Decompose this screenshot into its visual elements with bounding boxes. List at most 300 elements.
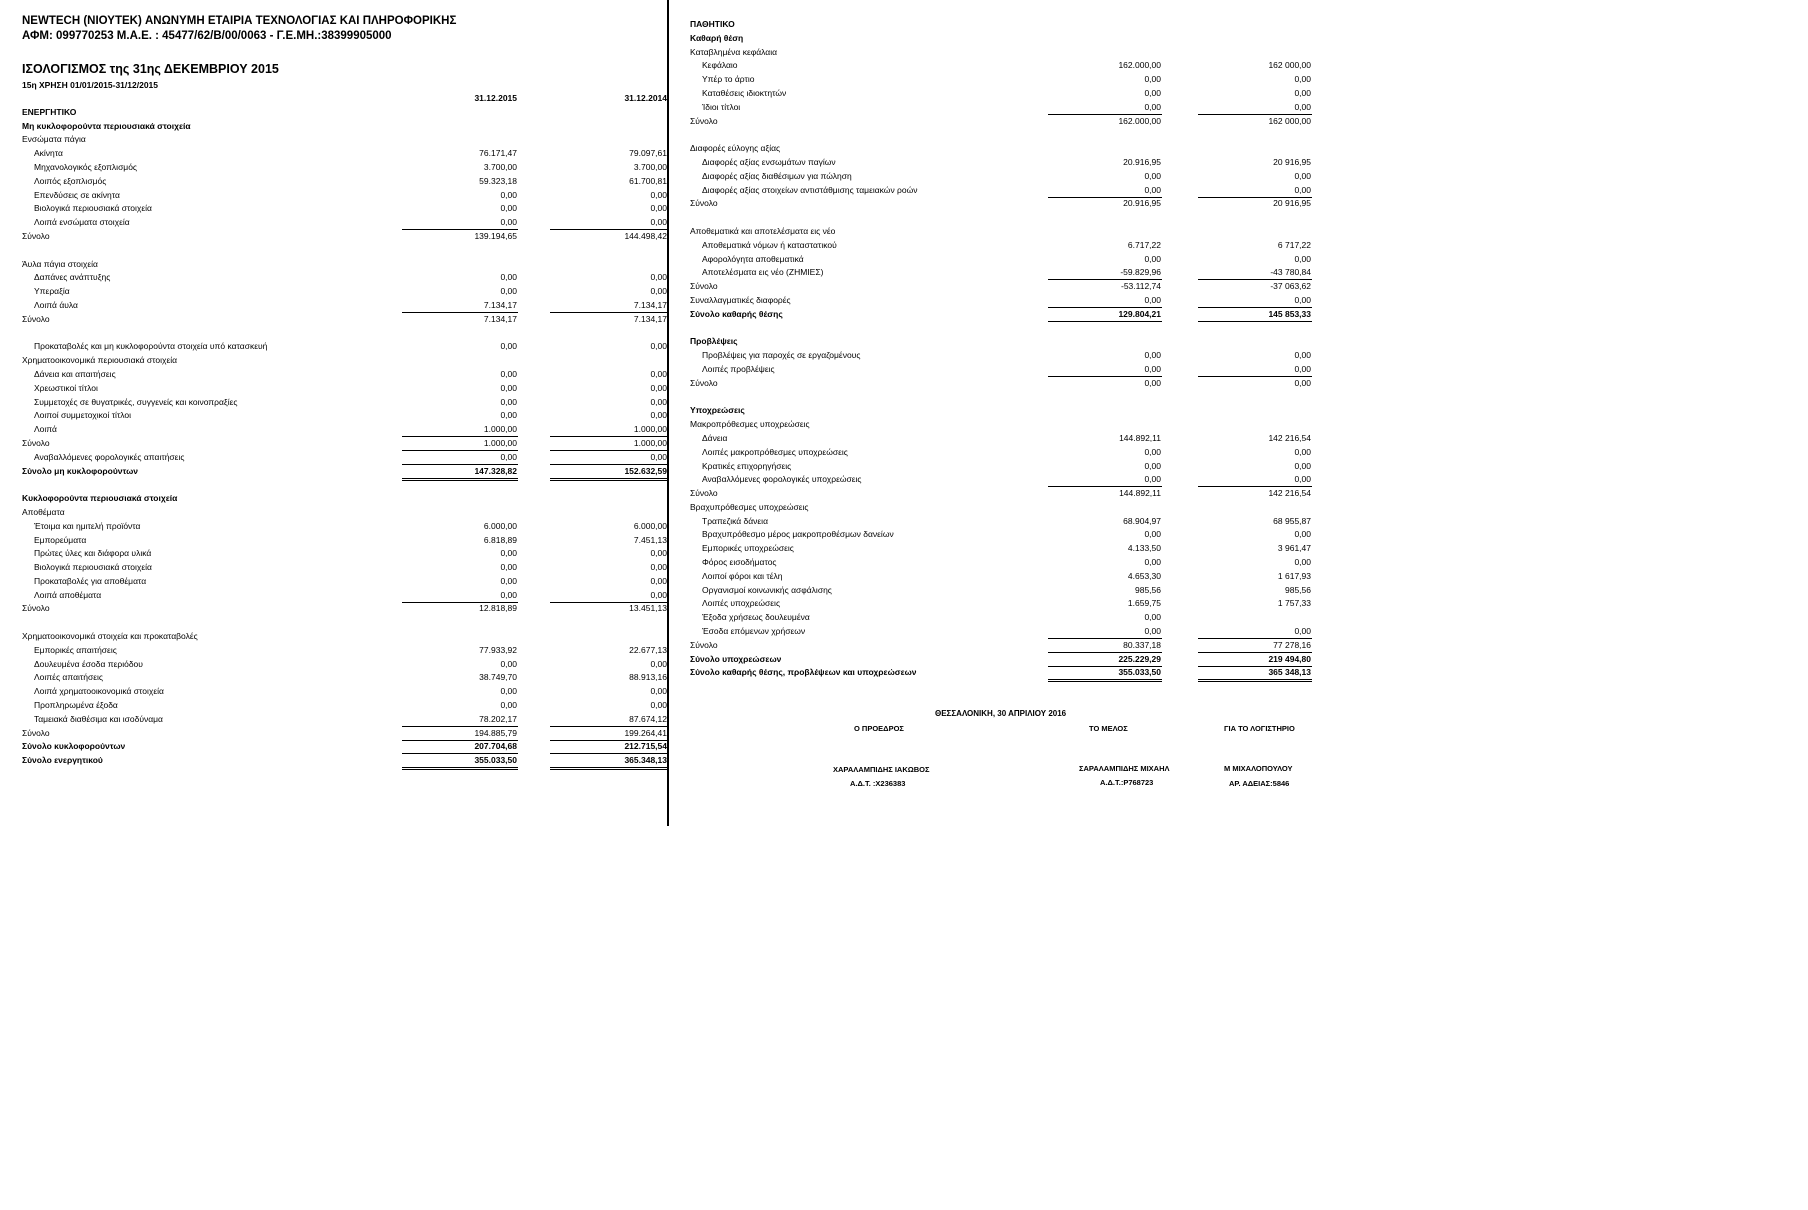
row-label: Διαφορές αξίας ενσωμάτων παγίων xyxy=(702,156,836,167)
value-2014: 0,00 xyxy=(650,217,667,228)
value-2014: 0,00 xyxy=(650,396,667,407)
value-2015: 0,00 xyxy=(500,410,517,421)
table-row xyxy=(22,313,667,327)
value-2014: 0,00 xyxy=(1294,87,1311,98)
row-label: Έτοιμα και ημιτελή προϊόντα xyxy=(34,520,141,531)
value-2015: 0,00 xyxy=(1144,87,1161,98)
value-2015: 355.033,50 xyxy=(474,755,517,766)
underline-rule xyxy=(402,480,518,481)
table-row xyxy=(690,32,1330,46)
row-label: Λοιπός εξοπλισμός xyxy=(34,175,107,186)
table-row xyxy=(690,487,1330,501)
document-title: ΙΣΟΛΟΓΙΣΜΟΣ της 31ης ΔΕΚΕΜΒΡΙΟΥ 2015 xyxy=(22,62,279,76)
value-2015: 0,00 xyxy=(1144,626,1161,637)
table-row xyxy=(22,437,667,451)
row-label: Τραπεζικά δάνεια xyxy=(702,515,768,526)
signatory-id-member: Α.Δ.Τ.:Ρ768723 xyxy=(1100,778,1154,787)
value-2014: 199.264,41 xyxy=(624,727,667,738)
row-label: Μακροπρόθεσμες υποχρεώσεις xyxy=(690,419,810,430)
table-row xyxy=(690,170,1330,184)
row-label: Σύνολο καθαρής θέσης xyxy=(690,308,783,319)
row-label: ΠΑΘΗΤΙΚΟ xyxy=(690,19,735,29)
value-2015: 0,00 xyxy=(500,286,517,297)
table-row xyxy=(22,161,667,175)
spacer xyxy=(690,128,1330,142)
row-label: Κεφάλαιο xyxy=(702,60,738,71)
underline-rule xyxy=(1198,679,1312,680)
value-2014: 365 348,13 xyxy=(1268,667,1311,678)
row-label: Φόρος εισοδήματος xyxy=(702,557,777,568)
table-row xyxy=(690,115,1330,129)
row-label: Σύνολο xyxy=(690,198,718,209)
row-label: Σύνολο xyxy=(22,727,50,738)
table-row xyxy=(690,639,1330,653)
value-2015: 0,00 xyxy=(1144,612,1161,623)
value-2015: 162.000,00 xyxy=(1118,115,1161,126)
value-2014: 87.674,12 xyxy=(629,713,667,724)
value-2014: 7.134,17 xyxy=(633,313,667,324)
value-2014: 77 278,16 xyxy=(1273,639,1311,650)
value-2014: 1.000,00 xyxy=(633,424,667,435)
table-row xyxy=(690,156,1330,170)
signatory-name-member: ΣΑΡΑΛΑΜΠΙΔΗΣ ΜΙΧΑΗΛ xyxy=(1079,764,1170,773)
table-row xyxy=(22,106,652,120)
value-2015: 1.000,00 xyxy=(483,424,517,435)
value-2014: 3.700,00 xyxy=(633,161,667,172)
liabilities-column xyxy=(690,18,1330,680)
value-2014: 0,00 xyxy=(1294,474,1311,485)
value-2014: -43 780,84 xyxy=(1270,267,1311,278)
underline-rule xyxy=(1048,679,1162,680)
value-2015: 76.171,47 xyxy=(479,148,517,159)
value-2014: 0,00 xyxy=(650,562,667,573)
row-label: Αναβαλλόμενες φορολογικές απαιτήσεις xyxy=(34,451,185,462)
row-label: Σύνολο xyxy=(22,230,50,241)
row-label: Αποθεματικά νόμων ή καταστατικού xyxy=(702,239,837,250)
value-2015: 6.717,22 xyxy=(1127,239,1161,250)
row-label: ΕΝΕΡΓΗΤΙΚΟ xyxy=(22,106,77,117)
value-2014: 0,00 xyxy=(650,368,667,379)
row-label: Επενδύσεις σε ακίνητα xyxy=(34,189,120,200)
table-row xyxy=(22,271,667,285)
value-2015: 0,00 xyxy=(1144,253,1161,264)
underline-rule xyxy=(550,769,667,770)
value-2015: 12.818,89 xyxy=(479,603,517,614)
table-row xyxy=(22,602,667,616)
row-label: Αποθέματα xyxy=(22,506,65,517)
table-row xyxy=(690,418,1330,432)
row-label: Καθαρή θέση xyxy=(690,32,744,43)
value-2015: 0,00 xyxy=(500,272,517,283)
table-row xyxy=(690,611,1330,625)
value-2014: 0,00 xyxy=(1294,557,1311,568)
row-label: Λοιπές απαιτήσεις xyxy=(34,672,103,683)
signatory-id-accounting: ΑΡ. ΑΔΕΙΑΣ:5846 xyxy=(1229,779,1290,788)
company-header xyxy=(22,14,456,44)
value-2015: 80.337,18 xyxy=(1123,639,1161,650)
value-2015: 77.933,92 xyxy=(479,644,517,655)
row-label: Κρατικές επιχορηγήσεις xyxy=(702,460,792,471)
value-2014: 145 853,33 xyxy=(1268,308,1311,319)
table-row xyxy=(690,59,1330,73)
value-2015: 7.134,17 xyxy=(483,313,517,324)
row-label: Πρώτες ύλες και διάφορα υλικά xyxy=(34,548,152,559)
table-row xyxy=(22,299,667,313)
underline-rule xyxy=(1198,681,1312,682)
value-2015: 0,00 xyxy=(500,700,517,711)
value-2015: 68.904,97 xyxy=(1123,515,1161,526)
row-label: Λοιπά xyxy=(34,424,57,435)
row-label: Σύνολο xyxy=(690,281,718,292)
row-label: Αποθεματικά και αποτελέσματα εις νέο xyxy=(690,225,836,236)
table-row xyxy=(690,87,1330,101)
row-label: Χρηματοοικονομικά περιουσιακά στοιχεία xyxy=(22,355,178,366)
row-label: Σύνολο xyxy=(690,115,718,126)
value-2015: 0,00 xyxy=(1144,363,1161,374)
table-row xyxy=(690,73,1330,87)
value-2014: 0,00 xyxy=(650,272,667,283)
table-row xyxy=(22,216,667,230)
value-2014: 0,00 xyxy=(1294,446,1311,457)
value-2015: 0,00 xyxy=(500,368,517,379)
row-label: Προπληρωμένα έξοδα xyxy=(34,700,118,711)
value-2015: 38.749,70 xyxy=(479,672,517,683)
value-2014: 1.000,00 xyxy=(633,437,667,448)
value-2014: 0,00 xyxy=(1294,350,1311,361)
table-row xyxy=(690,184,1330,198)
table-row xyxy=(22,740,667,754)
row-label: Σύνολο ενεργητικού xyxy=(22,755,103,766)
row-label: Σύνολο xyxy=(22,313,50,324)
row-label: Διαφορές αξίας στοιχείων αντιστάθμισης ταμειακών ροών xyxy=(702,184,918,195)
value-2014: 0,00 xyxy=(650,700,667,711)
value-2015: 0,00 xyxy=(500,189,517,200)
value-2015: 4.653,30 xyxy=(1127,570,1161,581)
row-label: Οργανισμοί κοινωνικής ασφάλισης xyxy=(702,584,832,595)
row-label: Σύνολο xyxy=(22,603,50,614)
row-label: Σύνολο xyxy=(690,488,718,499)
row-label: Σύνολο xyxy=(690,639,718,650)
row-label: Έξοδα χρήσεως δουλευμένα xyxy=(702,612,810,623)
row-label: Συναλλαγματικές διαφορές xyxy=(690,294,791,305)
table-row xyxy=(690,266,1330,280)
table-row xyxy=(22,189,667,203)
row-label: Εμπορικές υποχρεώσεις xyxy=(702,543,794,554)
table-row xyxy=(22,382,667,396)
signatory-role-president: Ο ΠΡΟΕΔΡΟΣ xyxy=(854,724,904,733)
row-label: Λοιπά άυλα xyxy=(34,299,78,310)
row-label: Ταμειακά διαθέσιμα και ισοδύναμα xyxy=(34,713,163,724)
table-row xyxy=(690,584,1330,598)
value-2014: 0,00 xyxy=(650,686,667,697)
value-2014: 0,00 xyxy=(650,548,667,559)
table-row xyxy=(690,294,1330,308)
table-row xyxy=(690,666,1330,680)
table-row xyxy=(22,423,667,437)
value-2015: 0,00 xyxy=(1144,294,1161,305)
row-label: Δάνεια και απαιτήσεις xyxy=(34,368,116,379)
value-2015: 0,00 xyxy=(1144,529,1161,540)
value-2015: 0,00 xyxy=(1144,446,1161,457)
row-label: Σύνολο xyxy=(690,377,718,388)
table-row xyxy=(690,515,1330,529)
row-label: Βραχυπρόθεσμο μέρος μακροπροθέσμων δανείων xyxy=(702,529,894,540)
column-divider xyxy=(667,0,669,826)
value-2014: 0,00 xyxy=(650,575,667,586)
row-label: Ακίνητα xyxy=(34,148,63,159)
table-row xyxy=(690,363,1330,377)
value-2014: 0,00 xyxy=(1294,294,1311,305)
row-label: Αφορολόγητα αποθεματικά xyxy=(702,253,804,264)
value-2014: 144.498,42 xyxy=(624,230,667,241)
value-2014: 0,00 xyxy=(1294,377,1311,388)
value-2014: 162 000,00 xyxy=(1268,60,1311,71)
table-row xyxy=(22,396,667,410)
value-2014: 0,00 xyxy=(650,410,667,421)
row-label: Υποχρεώσεις xyxy=(690,405,745,416)
table-row xyxy=(22,589,667,603)
spacer xyxy=(22,244,652,258)
row-label: Αναβαλλόμενες φορολογικές υποχρεώσεις xyxy=(702,474,862,485)
table-row xyxy=(690,528,1330,542)
value-2014: 0,00 xyxy=(650,451,667,462)
row-label: Κυκλοφορούντα περιουσιακά στοιχεία xyxy=(22,493,178,504)
company-name: NEWTECH (ΝΙΟΥΤΕΚ) ΑΝΩΝΥΜΗ ΕΤΑΙΡΙΑ ΤΕΧΝΟΛΟΓΙΑΣ ΚΑΙ ΠΛΗΡΟΦΟΡΙΚΗΣ xyxy=(22,15,457,27)
row-label: Συμμετοχές σε θυγατρικές, συγγενείς και κοινοπραξίες xyxy=(34,396,238,407)
value-2015: 0,00 xyxy=(500,203,517,214)
value-2014: 365.348,13 xyxy=(624,755,667,766)
value-2015: 1.659,75 xyxy=(1127,598,1161,609)
table-row xyxy=(22,644,667,658)
table-row xyxy=(22,258,652,272)
value-2015: 6.818,89 xyxy=(483,534,517,545)
table-row xyxy=(690,225,1330,239)
table-row xyxy=(22,713,667,727)
value-2014: 0,00 xyxy=(1294,626,1311,637)
value-2015: 0,00 xyxy=(500,341,517,352)
value-2014: 88.913,16 xyxy=(629,672,667,683)
signatory-role-accounting: ΓΙΑ ΤΟ ΛΟΓΙΣΤΗΡΙΟ xyxy=(1224,724,1295,733)
row-label: Μη κυκλοφορούντα περιουσιακά στοιχεία xyxy=(22,120,191,131)
table-row xyxy=(22,285,667,299)
row-label: Ενσώματα πάγια xyxy=(22,134,86,145)
value-2014: 0,00 xyxy=(1294,170,1311,181)
underline-rule xyxy=(402,478,518,479)
value-2014: 0,00 xyxy=(1294,253,1311,264)
table-row xyxy=(690,253,1330,267)
table-row xyxy=(22,133,652,147)
row-label: Λοιπές μακροπρόθεσμες υποχρεώσεις xyxy=(702,446,848,457)
table-row xyxy=(22,547,667,561)
table-row xyxy=(22,202,667,216)
value-2015: 20.916,95 xyxy=(1123,156,1161,167)
table-row xyxy=(22,492,652,506)
row-label: Σύνολο κυκλοφορούντων xyxy=(22,741,126,752)
value-2014: 13.451,13 xyxy=(629,603,667,614)
value-2015: 0,00 xyxy=(500,396,517,407)
underline-rule xyxy=(1198,321,1312,322)
row-label: Άυλα πάγια στοιχεία xyxy=(22,258,98,269)
table-row xyxy=(690,142,1330,156)
table-row xyxy=(22,409,667,423)
value-2014: 79.097,61 xyxy=(629,148,667,159)
value-2015: 144.892,11 xyxy=(1119,432,1161,443)
signatory-role-member: ΤΟ ΜΕΛΟΣ xyxy=(1089,724,1128,733)
table-row xyxy=(690,280,1330,294)
row-label: Χρηματοοικονομικά στοιχεία και προκαταβολές xyxy=(22,631,198,642)
underline-rule xyxy=(550,480,667,481)
table-row xyxy=(690,597,1330,611)
value-2014: 0,00 xyxy=(650,658,667,669)
row-label: Έσοδα επόμενων χρήσεων xyxy=(702,626,806,637)
column-header-2014: 31.12.2014 xyxy=(624,93,667,103)
company-ids: ΑΦΜ: 099770253 Μ.Α.Ε. : 45477/62/Β/00/0063 - Γ.Ε.ΜΗ.:38399905000 xyxy=(22,30,392,42)
value-2015: 129.804,21 xyxy=(1118,308,1161,319)
spacer xyxy=(22,616,652,630)
table-row xyxy=(690,404,1330,418)
value-2015: 0,00 xyxy=(500,451,517,462)
value-2015: 985,56 xyxy=(1135,584,1161,595)
value-2014: 0,00 xyxy=(1294,529,1311,540)
signatory-name-accounting: Μ ΜΙΧΑΛΟΠΟΥΛΟΥ xyxy=(1224,764,1293,773)
table-row xyxy=(22,534,667,548)
underline-rule xyxy=(402,767,518,768)
value-2014: 20 916,95 xyxy=(1273,156,1311,167)
table-row xyxy=(690,239,1330,253)
value-2014: 20 916,95 xyxy=(1273,198,1311,209)
spacer xyxy=(690,322,1330,336)
value-2015: 0,00 xyxy=(1144,460,1161,471)
table-row xyxy=(690,101,1330,115)
table-row xyxy=(690,46,1330,60)
value-2015: 1.000,00 xyxy=(483,437,517,448)
underline-rule xyxy=(550,478,667,479)
value-2014: 0,00 xyxy=(650,189,667,200)
table-row xyxy=(690,542,1330,556)
value-2015: 59.323,18 xyxy=(479,175,517,186)
value-2014: 142 216,54 xyxy=(1268,432,1311,443)
value-2015: 0,00 xyxy=(1144,170,1161,181)
row-label: Προβλέψεις xyxy=(690,336,738,347)
value-2014: 6 717,22 xyxy=(1277,239,1311,250)
value-2014: 0,00 xyxy=(650,286,667,297)
table-row xyxy=(690,501,1330,515)
row-label: Λοιποί φόροι και τέλη xyxy=(702,570,783,581)
value-2015: 0,00 xyxy=(1144,74,1161,85)
value-2014: 7.134,17 xyxy=(633,299,667,310)
value-2015: 139.194,65 xyxy=(474,230,517,241)
row-label: Προκαταβολές για αποθέματα xyxy=(34,575,147,586)
value-2015: 0,00 xyxy=(500,562,517,573)
row-label: Διαφορές αξίας διαθέσιμων για πώληση xyxy=(702,170,852,181)
value-2014: 1 757,33 xyxy=(1277,598,1311,609)
signatory-id-president: Α.Δ.Τ. :Χ236383 xyxy=(850,779,906,788)
table-row xyxy=(22,120,652,134)
spacer xyxy=(690,391,1330,405)
column-header-2015: 31.12.2015 xyxy=(474,93,517,103)
table-row xyxy=(22,340,667,354)
table-row xyxy=(690,556,1330,570)
value-2015: 4.133,50 xyxy=(1127,543,1161,554)
row-label: Δουλευμένα έσοδα περιόδου xyxy=(34,658,143,669)
table-row xyxy=(22,506,652,520)
value-2015: 147.328,82 xyxy=(474,465,517,476)
row-label: Βραχυπρόθεσμες υποχρεώσεις xyxy=(690,501,809,512)
table-row xyxy=(690,18,1330,32)
row-label: Λοιποί συμμετοχικοί τίτλοι xyxy=(34,410,132,421)
value-2015: 0,00 xyxy=(500,382,517,393)
value-2014: 0,00 xyxy=(1294,74,1311,85)
table-row xyxy=(690,197,1330,211)
assets-column xyxy=(22,92,667,768)
table-row xyxy=(690,432,1330,446)
value-2014: 0,00 xyxy=(1294,101,1311,112)
table-row xyxy=(22,685,667,699)
row-label: Ίδιοι τίτλοι xyxy=(702,101,741,112)
row-label: Καταθέσεις ιδιοκτητών xyxy=(702,87,787,98)
value-2015: 0,00 xyxy=(500,217,517,228)
value-2014: 142 216,54 xyxy=(1268,488,1311,499)
row-label: Διαφορές εύλογης αξίας xyxy=(690,143,781,154)
underline-rule xyxy=(1048,681,1162,682)
row-label: Λοιπές υποχρεώσεις xyxy=(702,598,781,609)
row-label: Εμπορικές απαιτήσεις xyxy=(34,644,117,655)
value-2014: 0,00 xyxy=(650,589,667,600)
table-row xyxy=(22,465,667,479)
table-row xyxy=(22,561,667,575)
underline-rule xyxy=(550,767,667,768)
value-2014: -37 063,62 xyxy=(1270,281,1311,292)
value-2014: 61.700,81 xyxy=(629,175,667,186)
value-2014: 162 000,00 xyxy=(1268,115,1311,126)
value-2015: 225.229,29 xyxy=(1118,653,1161,664)
value-2015: 207.704,68 xyxy=(474,741,517,752)
value-2015: 0,00 xyxy=(1144,101,1161,112)
underline-rule xyxy=(1048,321,1162,322)
value-2015: 0,00 xyxy=(1144,474,1161,485)
value-2014: 0,00 xyxy=(650,341,667,352)
value-2015: 0,00 xyxy=(1144,557,1161,568)
value-2014: 0,00 xyxy=(650,382,667,393)
table-row xyxy=(22,754,667,768)
row-label: Βιολογικά περιουσιακά στοιχεία xyxy=(34,203,152,214)
spacer xyxy=(22,327,652,341)
value-2015: 7.134,17 xyxy=(483,299,517,310)
value-2014: 219 494,80 xyxy=(1268,653,1311,664)
row-label: Υπεραξία xyxy=(34,286,70,297)
table-row xyxy=(690,349,1330,363)
value-2015: 0,00 xyxy=(500,589,517,600)
table-row xyxy=(22,727,667,741)
value-2015: 0,00 xyxy=(1144,377,1161,388)
table-row xyxy=(690,570,1330,584)
value-2015: 144.892,11 xyxy=(1119,488,1161,499)
row-label: Σύνολο μη κυκλοφορούντων xyxy=(22,465,139,476)
table-row xyxy=(22,147,667,161)
value-2014: 6.000,00 xyxy=(633,520,667,531)
row-label: Μηχανολογικός εξοπλισμός xyxy=(34,161,138,172)
row-label: Βιολογικά περιουσιακά στοιχεία xyxy=(34,562,152,573)
table-row xyxy=(690,446,1330,460)
value-2015: 0,00 xyxy=(500,686,517,697)
table-row xyxy=(22,354,652,368)
row-label: Σύνολο υποχρεώσεων xyxy=(690,653,782,664)
row-label: Σύνολο xyxy=(22,437,50,448)
table-row xyxy=(690,653,1330,667)
table-row xyxy=(22,368,667,382)
value-2014: 1 617,93 xyxy=(1277,570,1311,581)
row-label: Λοιπά χρηματοοικονομικά στοιχεία xyxy=(34,686,164,697)
